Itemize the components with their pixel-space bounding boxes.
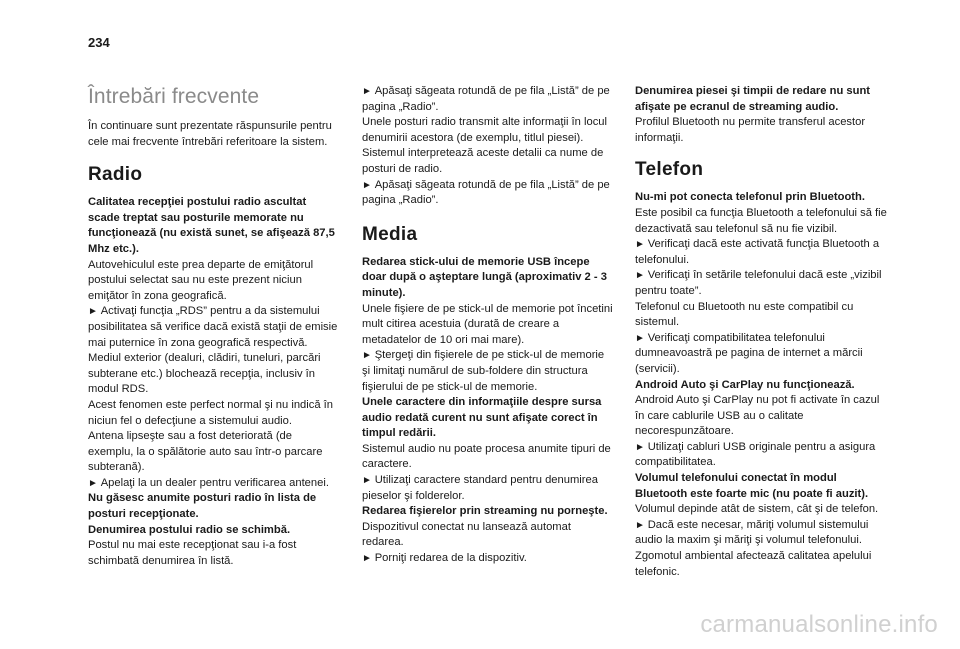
intro-paragraph: În continuare sunt prezentate răspunsurile pentru cele mai frecvente întrebări referitoare la sistem. [88,120,332,148]
instruction-step: ► Utilizaţi cabluri USB originale pentru a asigura compatibilitatea. [635,440,887,471]
instruction-step: ► Apăsaţi săgeata rotundă de pe fila „Listă” de pe pagina „Radio”. [362,84,614,115]
answer-paragraph: Postul nu mai este recepţionat sau i-a fost schimbată denumirea în listă. [88,539,297,567]
media-blocks [362,255,614,567]
answer-paragraph: Mediul exterior (dealuri, clădiri, tuneluri, parcări subterane etc.) blochează recepţia, inclusiv în modul RDS. [88,352,321,396]
radio-blocks [88,195,340,569]
column-media-telefon [635,84,887,580]
instruction-step: ► Ştergeţi din fişierele de pe stick-ul de memorie şi limitaţi numărul de sub-foldere din structura fişierului de pe stick-ul de memorie. [362,348,614,395]
question-heading: Volumul telefonului conectat în modul Bluetooth este foarte mic (nu poate fi auzit). [635,472,869,500]
answer-paragraph: Dispozitivul conectat nu lansează automat redarea. [362,520,571,549]
question-heading: Redarea fişierelor prin streaming nu porneşte. [362,505,608,518]
question-heading: Unele caractere din informaţiile despre sursa audio redată curent nu sunt afişate corect în timpul redării. [362,396,602,440]
answer-paragraph: Antena lipseşte sau a fost deteriorată (de exemplu, la o spălătorie auto sau într-o parcare subterană). [88,430,323,474]
media-continued-blocks [635,84,887,146]
answer-paragraph: Sistemul interpretează aceste detalii ca nume de posturi de radio. [362,147,604,175]
section-title-media: Media [362,223,418,245]
answer-paragraph: Volumul depinde atât de sistem, cât şi de telefon. [635,503,879,516]
instruction-step: ► Verificaţi dacă este activată funcţia Bluetooth a telefonului. [635,237,887,268]
answer-paragraph: Profilul Bluetooth nu permite transferul acestor informaţii. [635,116,866,144]
instruction-step: ► Verificaţi în setările telefonului dacă este „vizibil pentru toate”. [635,268,887,299]
instruction-step: ► Apăsaţi săgeata rotundă de pe fila „Listă” de pe pagina „Radio”. [362,178,614,209]
answer-paragraph: Sistemul audio nu poate procesa anumite tipuri de caractere. [362,442,611,471]
watermark-text: carmanualsonline.info [700,611,938,638]
answer-paragraph: Zgomotul ambiental afectează calitatea apelului telefonic. [635,550,872,578]
answer-paragraph: Unele fişiere de pe stick-ul de memorie pot încetini mult citirea acestuia (durată de creare a metadatelor de 10 ori mai mare). [362,302,613,346]
instruction-step: ► Utilizaţi caractere standard pentru denumirea pieselor şi folderelor. [362,473,614,504]
answer-paragraph: Android Auto şi CarPlay nu pot fi activate în cazul în care cablurile USB au o calitate necorespunzătoare. [635,394,880,438]
answer-paragraph: Acest fenomen este perfect normal şi nu indică în niciun fel o defecţiune a sistemului audio. [88,398,334,427]
column-faq-radio [88,84,340,569]
page-title: Întrebări frecvente [88,85,260,108]
question-heading: Android Auto şi CarPlay nu funcţionează. [635,378,855,391]
column-radio-media [362,84,614,567]
instruction-step: ► Dacă este necesar, măriţi volumul sistemului audio la maxim şi măriţi şi volumul telefonului. [635,518,887,549]
page-number: 234 [88,35,110,50]
question-heading: Denumirea piesei şi timpii de redare nu sunt afişate pe ecranul de streaming audio. [635,85,871,113]
question-heading: Redarea stick-ului de memorie USB începe doar după o aşteptare lungă (aproximativ 2 - 3 minute). [362,255,607,299]
instruction-step: ► Verificaţi compatibilitatea telefonului dumneavoastră pe pagina de internet a mărcii (servicii). [635,331,887,378]
instruction-step: ► Apelaţi la un dealer pentru verificarea antenei. [88,476,340,492]
answer-paragraph: Telefonul cu Bluetooth nu este compatibil cu sistemul. [635,300,854,329]
answer-paragraph: Este posibil ca funcţia Bluetooth a telefonului să fie dezactivată sau telefonul să nu fie vizibil. [635,206,887,235]
question-heading: Denumirea postului radio se schimbă. [88,523,291,536]
answer-paragraph: Unele posturi radio transmit alte informaţii în locul denumirii acestora (de exemplu, titlul piesei). [362,116,607,144]
radio-continued-blocks [362,84,614,209]
section-title-telefon: Telefon [635,159,704,181]
section-title-radio: Radio [88,164,143,186]
question-heading: Calitatea recepţiei postului radio ascultat scade treptat sau posturile memorate nu funcţionează (nu există sunet, se afişează 87,5 Mhz etc.). [88,196,335,255]
answer-paragraph: Autovehiculul este prea departe de emiţătorul postului selectat sau nu este prezent niciun emiţător în zona geografică. [88,258,314,302]
question-heading: Nu găsesc anumite posturi radio în lista de posturi recepţionate. [88,492,317,521]
question-heading: Nu-mi pot conecta telefonul prin Bluetooth. [635,191,865,204]
instruction-step: ► Porniţi redarea de la dispozitiv. [362,551,614,567]
instruction-step: ► Activaţi funcţia „RDS” pentru a da sistemului posibilitatea să verifice dacă există staţii de emisie mai puternice în zona geografică respectivă. [88,304,340,351]
telefon-blocks [635,190,887,580]
